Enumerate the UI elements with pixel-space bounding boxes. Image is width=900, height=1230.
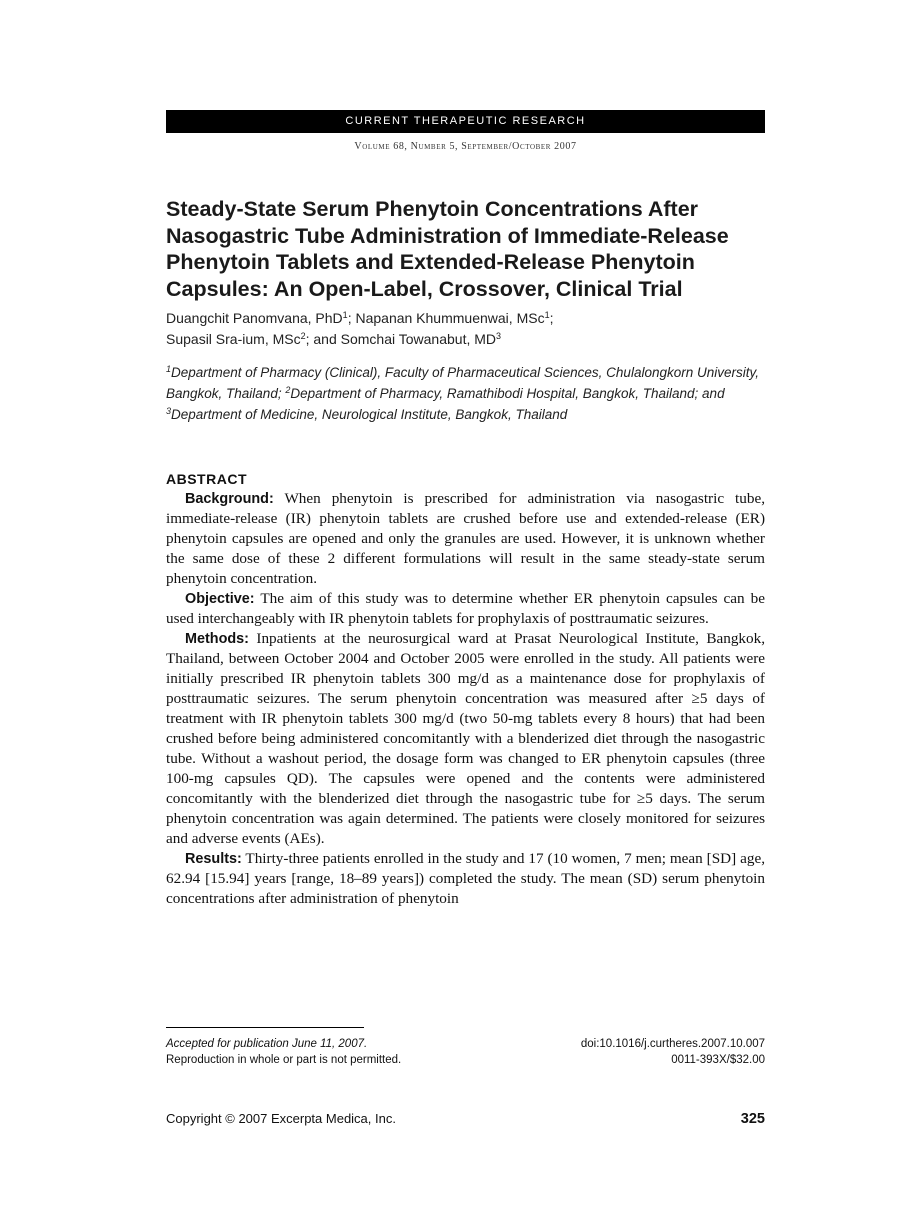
affiliation: Department of Medicine, Neurological Institute, Bangkok, Thailand [171,407,568,422]
author-affil-sup: 1 [544,310,550,320]
affil-sup: 1 [166,364,172,374]
page-number: 325 [740,1111,765,1127]
affil-sup: 2 [285,385,291,395]
author-separator: ; and [305,331,341,347]
abstract-methods [166,629,765,849]
author-affil-sup: 1 [342,310,348,320]
footnote-row [166,1052,765,1068]
author-name: Somchai Towanabut, MD [340,331,497,347]
reproduction-note: Reproduction in whole or part is not permitted. [166,1054,402,1066]
accepted-note: Accepted for publication June 11, 2007. [166,1038,368,1050]
author-separator: ; [347,310,356,326]
author-affil-sup: 3 [496,331,502,341]
abstract-objective [166,589,765,629]
affiliation: Department of Pharmacy (Clinical), Faculty of Pharmaceutical Sciences, Chulalongkorn University, Bangkok, Thailand; [166,365,759,401]
background-label: Background: [185,491,274,507]
page-footer [166,1111,765,1127]
article-page [166,110,765,909]
objective-label: Objective: [185,591,255,607]
abstract-heading: ABSTRACT [166,471,247,487]
author-name: Napanan Khummuenwai, MSc [355,310,545,326]
affiliation: Department of Pharmacy, Ramathibodi Hospital, Bangkok, Thailand; and [290,386,725,401]
objective-text: The aim of this study was to determine whether ER phenytoin capsules can be used interchangeably with IR phenytoin tablets for prophylaxis of posttraumatic seizures. [166,590,765,627]
author-name: Supasil Sra-ium, MSc [166,331,301,347]
affil-sup: 3 [166,406,172,416]
journal-name: CURRENT THERAPEUTIC RESEARCH [166,110,765,133]
methods-text: Inpatients at the neurosurgical ward at Prasat Neurological Institute, Bangkok, Thailand, between October 2004 and October 2005 were enrolled in the study. All patients were initially prescribed IR phenytoin tablets 300 mg/d as a maintenance dose for prophylaxis of posttraumatic seizures. The serum phenytoin concentration was measured after ≥5 days of treatment with IR phenytoin tablets 300 mg/d (two 50-mg tablets every 8 hours) that had been crushed before being administered concomitantly with a blenderized diet through the nasogastric tube. Without a washout period, the dosage form was changed to ER phenytoin capsules (three 100-mg capsules QD). The capsules were opened and the contents were administered concomitantly with the blenderized diet through the nasogastric tube for ≥5 days. The serum phenytoin concentration was again determined. The patients were closely monitored for seizures and adverse events (AEs). [166,630,765,847]
background-text: When phenytoin is prescribed for administration via nasogastric tube, immediate-release (IR) phenytoin tablets are crushed before use and extended-release (ER) phenytoin capsules are opened and only the granules are used. However, it is unknown whether the same dose of these 2 different formulations will result in the same steady-state serum phenytoin concentration. [166,490,765,587]
author-list [166,308,765,350]
results-text: Thirty-three patients enrolled in the study and 17 (10 women, 7 men; mean [SD] age, 62.94 [15.94] years [range, 18–89 years]) completed the study. The mean (SD) serum phenytoin concentrations after administration of phenytoin [166,850,765,907]
footnote-rule [166,1027,364,1028]
copyright: Copyright © 2007 Excerpta Medica, Inc. [166,1111,396,1126]
methods-label: Methods: [185,631,249,647]
issue-line: Volume 68, Number 5, September/October 2007 [354,141,577,152]
abstract-results [166,849,765,909]
affiliations [166,362,765,425]
footnotes [166,1027,765,1068]
article-title: Steady-State Serum Phenytoin Concentrations After Nasogastric Tube Administration of Immediate-Release Phenytoin Tablets and Extended-Release Phenytoin Capsules: An Open-Label, Crossover, Clinical Trial [166,197,729,301]
author-separator: ; [549,310,554,326]
results-label: Results: [185,851,242,867]
author-affil-sup: 2 [300,331,306,341]
abstract-background [166,489,765,589]
author-name: Duangchit Panomvana, PhD [166,310,343,326]
footnote-row [166,1036,765,1052]
abstract [166,469,765,909]
doi: doi:10.1016/j.curtheres.2007.10.007 [580,1038,765,1050]
issn: 0011-393X/$32.00 [671,1054,765,1066]
